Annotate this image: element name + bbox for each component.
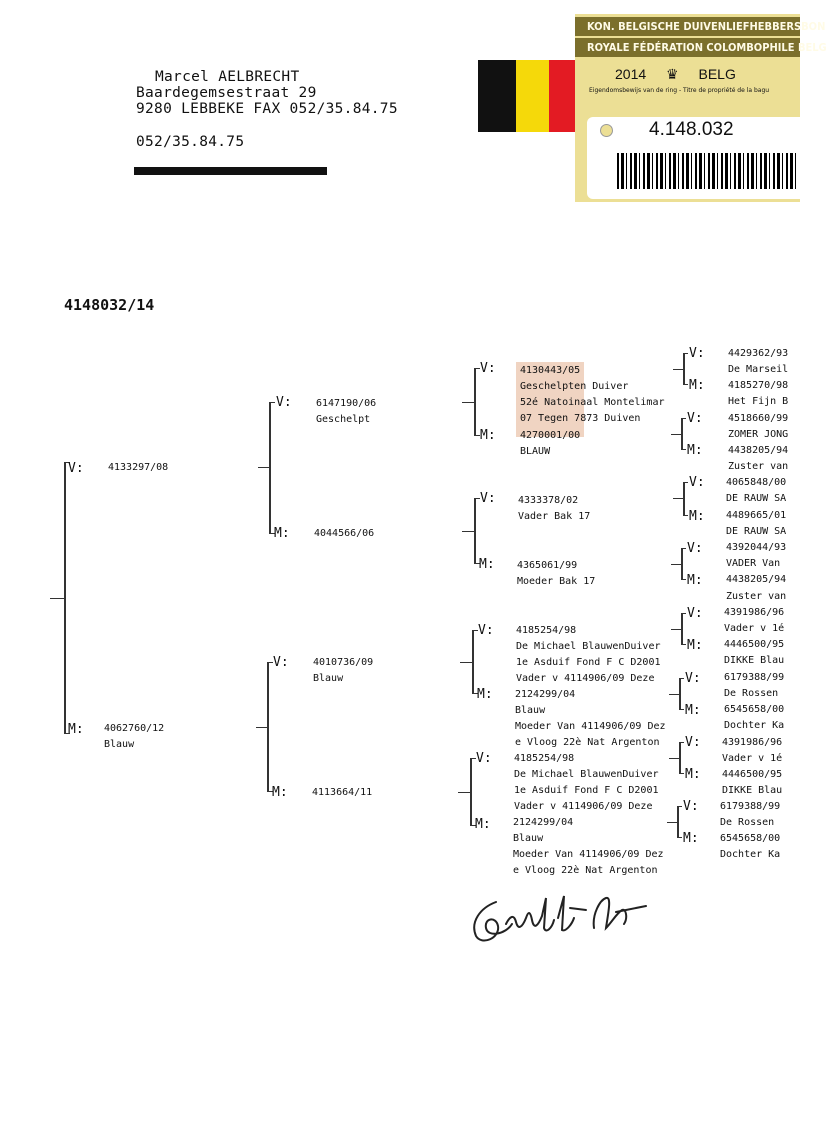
- barcode: [617, 153, 797, 189]
- ring-card: [587, 117, 800, 199]
- pigeon-id: 4148032/14: [64, 296, 155, 314]
- gen4-line: Vader v 1é: [724, 623, 785, 634]
- sss-line: Geschelpten Duiver: [520, 381, 629, 392]
- gen4-line: De Rossen: [720, 817, 775, 828]
- gen4-line: DE RAUW SA: [726, 526, 787, 537]
- gen4-line: 4065848/00: [726, 477, 787, 488]
- gen4-line: Dochter Ka: [724, 720, 785, 731]
- sss-line: 4130443/05: [520, 365, 581, 376]
- gen4-line: Zuster van: [726, 591, 787, 602]
- label-sire: V:: [273, 655, 289, 670]
- gen4-line: 6545658/00: [720, 833, 781, 844]
- sdd-line: Moeder Bak 17: [517, 576, 596, 587]
- gen4-line: 4392044/93: [726, 542, 787, 553]
- sss-line: 07 Tegen 7873 Duiven: [520, 413, 641, 424]
- gen4-line: ZOMER JONG: [728, 429, 789, 440]
- sdd-line: 4365061/99: [517, 560, 578, 571]
- property-text: Eigendomsbewijs van de ring - Titre de propriété de la bagu: [589, 87, 770, 94]
- ss-ring: 6147190/06: [316, 398, 377, 409]
- signature: [466, 888, 666, 950]
- label-sire: V:: [68, 461, 84, 476]
- label-sire: V:: [480, 491, 496, 506]
- dss-line: 4185254/98: [516, 625, 577, 636]
- ddd-line: Moeder Van 4114906/09 Dez: [513, 849, 664, 860]
- gen4-line: 4185270/98: [728, 380, 789, 391]
- label-sire: V:: [683, 799, 699, 814]
- gen4-line: Vader v 1é: [722, 753, 783, 764]
- ssd-line: BLAUW: [520, 446, 551, 457]
- owner-city-fax: 9280 LEBBEKE FAX 052/35.84.75: [136, 101, 398, 117]
- ring-number: 4.148.032: [649, 119, 734, 140]
- label-dam: M:: [68, 722, 84, 737]
- gen4-line: Het Fijn B: [728, 396, 789, 407]
- gen4-line: DIKKE Blau: [722, 785, 783, 796]
- dsd-line: Moeder Van 4114906/09 Dez: [515, 721, 666, 732]
- dam-desc: Blauw: [104, 739, 135, 750]
- sds-line: 4333378/02: [518, 495, 579, 506]
- dds-line: 4185254/98: [514, 753, 575, 764]
- label-sire: V:: [685, 671, 701, 686]
- dsd-line: Blauw: [515, 705, 546, 716]
- gen4-line: Dochter Ka: [720, 849, 781, 860]
- gen4-line: 4429362/93: [728, 348, 789, 359]
- certificate-year-row: [615, 66, 752, 83]
- label-sire: V:: [687, 411, 703, 426]
- dss-line: 1e Asduif Fond F C D2001: [516, 657, 661, 668]
- label-sire: V:: [689, 475, 705, 490]
- label-dam: M:: [689, 378, 705, 393]
- ssd-line: 4270001/00: [520, 430, 581, 441]
- gen4-line: 6545658/00: [724, 704, 785, 715]
- label-dam: M:: [687, 443, 703, 458]
- label-dam: M:: [683, 831, 699, 846]
- gen4-line: 4446500/95: [724, 639, 785, 650]
- dam-ring: 4062760/12: [104, 723, 165, 734]
- gen4-line: DIKKE Blau: [724, 655, 785, 666]
- gen4-line: 6179388/99: [724, 672, 785, 683]
- gen4-line: Zuster van: [728, 461, 789, 472]
- dss-line: De Michael BlauwenDuiver: [516, 641, 661, 652]
- gen4-line: 4438205/94: [728, 445, 789, 456]
- ddd-line: e Vloog 22è Nat Argenton: [513, 865, 658, 876]
- sire-ring: 4133297/08: [108, 462, 169, 473]
- label-sire: V:: [689, 346, 705, 361]
- dds-line: De Michael BlauwenDuiver: [514, 769, 659, 780]
- gen4-line: 6179388/99: [720, 801, 781, 812]
- label-dam: M:: [480, 428, 496, 443]
- label-dam: M:: [272, 785, 288, 800]
- dds-line: 1e Asduif Fond F C D2001: [514, 785, 659, 796]
- gen4-line: De Marseil: [728, 364, 789, 375]
- dss-line: Vader v 4114906/09 Deze: [516, 673, 655, 684]
- gen4-line: 4518660/99: [728, 413, 789, 424]
- ds-ring: 4010736/09: [313, 657, 374, 668]
- sss-line: 52é Natoinaal Montelimar: [520, 397, 665, 408]
- gen4-line: VADER Van: [726, 558, 781, 569]
- gen4-line: 4391986/96: [722, 737, 783, 748]
- gen4-line: DE RAUW SA: [726, 493, 787, 504]
- label-sire: V:: [687, 541, 703, 556]
- federation-name-nl: KON. BELGISCHE DUIVENLIEFHEBBERSBON: [575, 17, 800, 36]
- ds-desc: Blauw: [313, 673, 344, 684]
- belgian-flag: [478, 60, 577, 132]
- header-rule: [134, 167, 327, 175]
- label-sire: V:: [685, 735, 701, 750]
- dd-ring: 4113664/11: [312, 787, 373, 798]
- owner-street: Baardegemsestraat 29: [136, 85, 317, 101]
- label-dam: M:: [687, 573, 703, 588]
- punch-hole-icon: [600, 124, 613, 137]
- gen4-line: 4438205/94: [726, 574, 787, 585]
- label-dam: M:: [685, 703, 701, 718]
- federation-name-fr: ROYALE FÉDÉRATION COLOMBOPHILE BELG: [575, 38, 800, 57]
- gen4-line: 4391986/96: [724, 607, 785, 618]
- owner-name: Marcel AELBRECHT: [155, 69, 300, 85]
- label-dam: M:: [479, 557, 495, 572]
- label-sire: V:: [687, 606, 703, 621]
- label-dam: M:: [689, 509, 705, 524]
- gen4-line: 4489665/01: [726, 510, 787, 521]
- sd-ring: 4044566/06: [314, 528, 375, 539]
- label-sire: V:: [478, 623, 494, 638]
- certificate-country: BELG: [698, 66, 736, 82]
- label-sire: V:: [276, 395, 292, 410]
- crown-icon: ♛: [666, 66, 679, 82]
- dds-line: Vader v 4114906/09 Deze: [514, 801, 653, 812]
- label-sire: V:: [480, 361, 496, 376]
- label-sire: V:: [476, 751, 492, 766]
- label-dam: M:: [274, 526, 290, 541]
- label-dam: M:: [477, 687, 493, 702]
- ddd-line: Blauw: [513, 833, 544, 844]
- owner-phone: 052/35.84.75: [136, 134, 245, 150]
- sds-line: Vader Bak 17: [518, 511, 591, 522]
- dsd-line: 2124299/04: [515, 689, 576, 700]
- certificate-year: 2014: [615, 66, 647, 82]
- label-dam: M:: [475, 817, 491, 832]
- label-dam: M:: [687, 638, 703, 653]
- ring-certificate: [575, 14, 827, 202]
- gen4-line: De Rossen: [724, 688, 779, 699]
- ss-desc: Geschelpt: [316, 414, 371, 425]
- gen4-line: 4446500/95: [722, 769, 783, 780]
- label-dam: M:: [685, 767, 701, 782]
- ddd-line: 2124299/04: [513, 817, 574, 828]
- dsd-line: e Vloog 22è Nat Argenton: [515, 737, 660, 748]
